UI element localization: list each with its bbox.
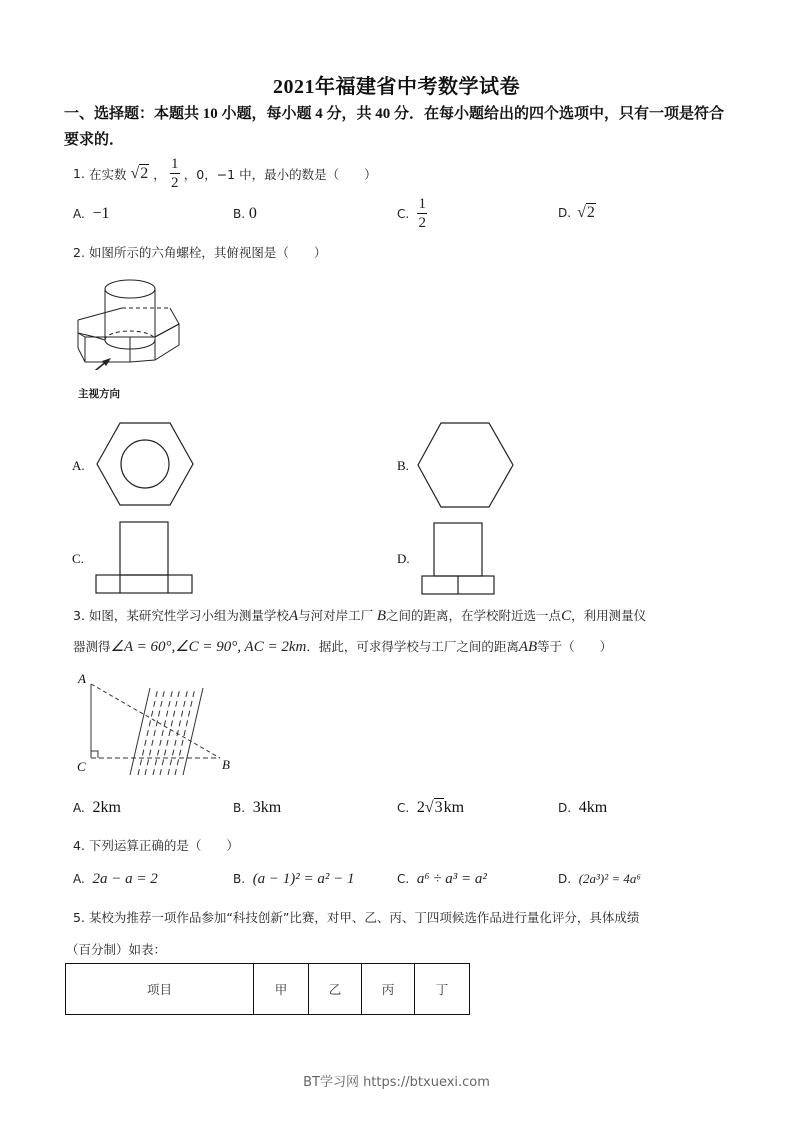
fraction: $\frac{1}{2}$ bbox=[171, 156, 179, 191]
q3-option-a[interactable]: A. 2km bbox=[73, 799, 121, 816]
q2-option-d-label[interactable]: D. bbox=[397, 551, 410, 566]
river-triangle-figure bbox=[75, 670, 245, 780]
question-text: 在实数 bbox=[88, 166, 127, 182]
q1-option-a[interactable]: A. −1 bbox=[73, 205, 110, 222]
q4-option-b[interactable]: B. (a − 1)² = a² − 1 bbox=[233, 871, 355, 887]
score-table bbox=[65, 963, 470, 1015]
question-3-line1: 3. 如图，某研究性学习小组为测量学校A与河对岸工厂 B之间的距离，在学校附近选一点C，利用测量仪 bbox=[73, 608, 647, 624]
q1-option-d[interactable]: D. √2 bbox=[558, 204, 595, 221]
question-3-line2: 器测得∠A = 60°,∠C = 90°, AC = 2km．据此，可求得学校与工厂之间的距离AB等于（ ） bbox=[73, 639, 613, 655]
q2-option-b-hexagon[interactable] bbox=[417, 422, 515, 508]
q1-option-b[interactable]: B. 0 bbox=[233, 205, 257, 222]
question-5-line1: 5. 某校为推荐一项作品参加“科技创新”比赛，对甲、乙、丙、丁四项候选作品进行量化评分，具体成绩 bbox=[73, 910, 640, 925]
q3-option-d[interactable]: D. 4km bbox=[558, 799, 608, 816]
question-2: 2. 如图所示的六角螺栓，其俯视图是（ ） bbox=[73, 245, 327, 260]
figure-caption: 主视方向 bbox=[78, 388, 120, 400]
question-number: 1. bbox=[73, 166, 85, 181]
point-b-label: B bbox=[222, 757, 230, 772]
question-5-line2: （百分制）如表： bbox=[66, 942, 167, 957]
question-1: 1. 在实数 √2 ， $\frac{1}{2}$ ，0，−1 中，最小的数是（ ） bbox=[73, 156, 377, 191]
page-title: 2021年福建省中考数学试卷 bbox=[273, 76, 520, 98]
table-header-ding: 丁 bbox=[415, 964, 470, 1015]
point-a-label: A bbox=[78, 671, 86, 686]
question-text-rest: ，0，−1 中，最小的数是（ ） bbox=[183, 166, 377, 182]
q2-option-a-hexagon-circle[interactable] bbox=[95, 421, 195, 507]
q4-option-d[interactable]: D. (2a³)² = 4a⁶ bbox=[558, 871, 641, 886]
q2-option-a-label[interactable]: A. bbox=[72, 458, 85, 473]
question-4: 4. 下列运算正确的是（ ） bbox=[73, 838, 239, 853]
table-header-yi: 乙 bbox=[309, 964, 362, 1015]
q2-option-b-label[interactable]: B. bbox=[397, 458, 409, 473]
q1-option-c[interactable]: C. $\frac{1}{2}$ bbox=[397, 196, 426, 231]
hex-bolt-figure bbox=[75, 275, 190, 370]
q4-option-c[interactable]: C. a⁶ ÷ a³ = a² bbox=[397, 871, 487, 887]
q4-option-a[interactable]: A. 2a − a = 2 bbox=[73, 871, 158, 887]
q2-option-c-front-view[interactable] bbox=[95, 521, 195, 595]
angle-formula: ∠A = 60°,∠C = 90°, AC = 2km bbox=[110, 639, 307, 655]
section-heading: 一、选择题：本题共 10 小题，每小题 4 分，共 40 分．在每小题给出的四个选项中，只有一项是符合要求的． bbox=[64, 106, 725, 148]
table-header-row bbox=[66, 964, 470, 1015]
q2-option-c-label[interactable]: C. bbox=[72, 551, 84, 566]
sqrt-expression: √2 bbox=[130, 164, 149, 182]
q3-option-b[interactable]: B. 3km bbox=[233, 799, 282, 816]
footer-watermark: BT学习网 https://btxuexi.com bbox=[303, 1075, 490, 1090]
q3-option-c[interactable]: C. 2√3km bbox=[397, 799, 465, 816]
table-header-item: 项目 bbox=[66, 964, 254, 1015]
table-header-bing: 丙 bbox=[362, 964, 415, 1015]
point-c-label: C bbox=[77, 759, 86, 774]
table-header-jia: 甲 bbox=[254, 964, 309, 1015]
q2-option-d-front-view[interactable] bbox=[421, 522, 497, 596]
